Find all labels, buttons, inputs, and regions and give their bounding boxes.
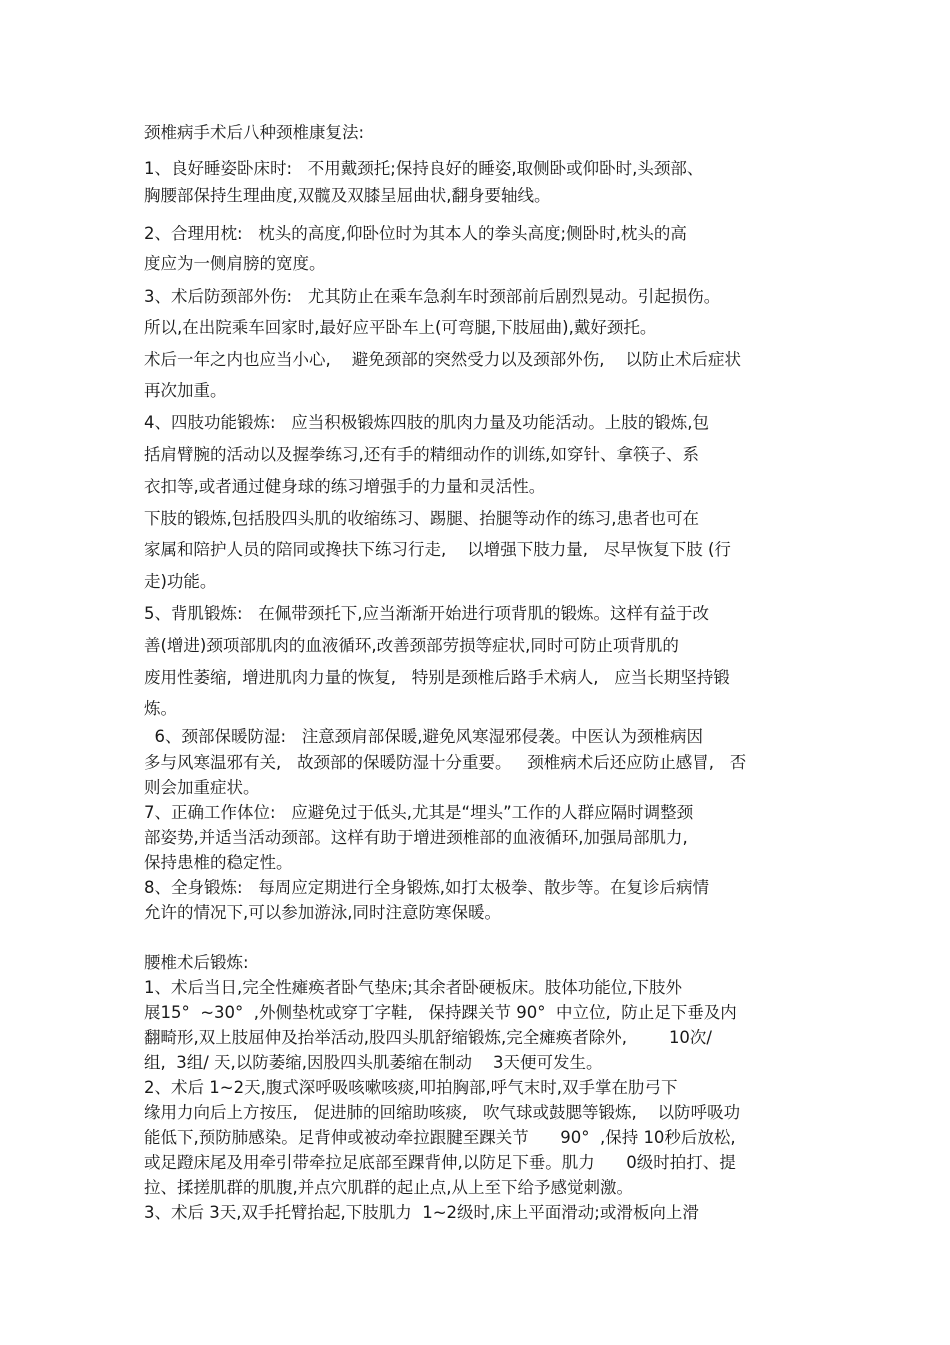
text-line: 保持患椎的稳定性。 [144, 853, 293, 872]
text-line: 1、良好睡姿卧床时: 不用戴颈托;保持良好的睡姿,取侧卧或仰卧时,头颈部、 [144, 159, 704, 178]
text-line: 部姿势,并适当活动颈部。这样有助于增进颈椎部的血液循环,加强局部肌力, [144, 828, 688, 847]
text-line: 翻畸形,双上肢屈伸及抬举活动,股四头肌舒缩锻炼,完全瘫痪者除外, 10次/ [144, 1028, 712, 1047]
text-line: 3、术后 3天,双手托臂抬起,下肢肌力 1~2级时,床上平面滑动;或滑板向上滑 [144, 1203, 699, 1222]
section-title-lumbar: 腰椎术后锻炼: [144, 953, 249, 972]
text-line: 组, 3组/ 天,以防萎缩,因股四头肌萎缩在制动 3天便可发生。 [144, 1053, 603, 1072]
text-line: 所以,在出院乘车回家时,最好应平卧车上(可弯腿,下肢屈曲),戴好颈托。 [144, 318, 657, 337]
text-line: 1、术后当日,完全性瘫痪者卧气垫床;其余者卧硬板床。肢体功能位,下肢外 [144, 978, 683, 997]
text-line: 2、合理用枕: 枕头的高度,仰卧位时为其本人的拳头高度;侧卧时,枕头的高 [144, 224, 687, 243]
text-line: 7、正确工作体位: 应避免过于低头,尤其是“埋头”工作的人群应隔时调整颈 [144, 803, 694, 822]
text-line: 允许的情况下,可以参加游泳,同时注意防寒保暖。 [144, 903, 501, 922]
text-line: 或足蹬床尾及用牵引带牵拉足底部至踝背伸,以防足下垂。肌力 0级时拍打、提 [144, 1153, 736, 1172]
text-line: 5、背肌锻炼: 在佩带颈托下,应当渐渐开始进行项背肌的锻炼。这样有益于改 [144, 604, 710, 623]
text-line: 再次加重。 [144, 381, 227, 400]
text-line: 衣扣等,或者通过健身球的练习增强手的力量和灵活性。 [144, 477, 546, 496]
section-title-cervical: 颈椎病手术后八种颈椎康复法: [144, 123, 365, 142]
text-line: 废用性萎缩, 增进肌肉力量的恢复, 特别是颈椎后路手术病人, 应当长期坚持锻 [144, 668, 730, 687]
text-line: 善(增进)颈项部肌肉的血液循环,改善颈部劳损等症状,同时可防止项背肌的 [144, 636, 679, 655]
text-line: 家属和陪护人员的陪同或搀扶下练习行走, 以增强下肢力量, 尽早恢复下肢 (行 [144, 540, 731, 559]
text-line: 走)功能。 [144, 572, 217, 591]
text-line: 胸腰部保持生理曲度,双髋及双膝呈屈曲状,翻身要轴线。 [144, 186, 551, 205]
text-line: 则会加重症状。 [144, 778, 260, 797]
text-line: 炼。 [144, 699, 177, 718]
text-line: 术后一年之内也应当小心, 避免颈部的突然受力以及颈部外伤, 以防止术后症状 [144, 350, 741, 369]
text-line: 括肩臂腕的活动以及握拳练习,还有手的精细动作的训练,如穿针、拿筷子、系 [144, 445, 699, 464]
text-line: 3、术后防颈部外伤: 尤其防止在乘车急刹车时颈部前后剧烈晃动。引起损伤。 [144, 287, 721, 306]
text-line: 度应为一侧肩膀的宽度。 [144, 254, 326, 273]
text-line: 8、全身锻炼: 每周应定期进行全身锻炼,如打太极拳、散步等。在复诊后病情 [144, 878, 710, 897]
text-line: 多与风寒温邪有关, 故颈部的保暖防湿十分重要。 颈椎病术后还应防止感冒, 否 [144, 753, 747, 772]
text-line: 展15° ~30° ,外侧垫枕或穿丁字鞋, 保持踝关节 90° 中立位, 防止足下垂及内 [144, 1003, 737, 1022]
text-line: 能低下,预防肺感染。足背伸或被动牵拉跟腱至踝关节 90° ,保持 10秒后放松, [144, 1128, 736, 1147]
text-line: 6、颈部保暖防湿: 注意颈肩部保暖,避免风寒湿邪侵袭。中医认为颈椎病因 [144, 727, 704, 746]
text-line: 2、术后 1~2天,腹式深呼吸咳嗽咳痰,叩拍胸部,呼气末时,双手掌在肋弓下 [144, 1078, 678, 1097]
text-line: 4、四肢功能锻炼: 应当积极锻炼四肢的肌肉力量及功能活动。上肢的锻炼,包 [144, 413, 710, 432]
text-line: 下肢的锻炼,包括股四头肌的收缩练习、踢腿、抬腿等动作的练习,患者也可在 [144, 509, 699, 528]
text-line: 缘用力向后上方按压, 促进肺的回缩助咳痰, 吹气球或鼓腮等锻炼, 以防呼吸功 [144, 1103, 741, 1122]
text-line: 拉、揉搓肌群的肌腹,并点穴肌群的起止点,从上至下给予感觉刺激。 [144, 1178, 633, 1197]
